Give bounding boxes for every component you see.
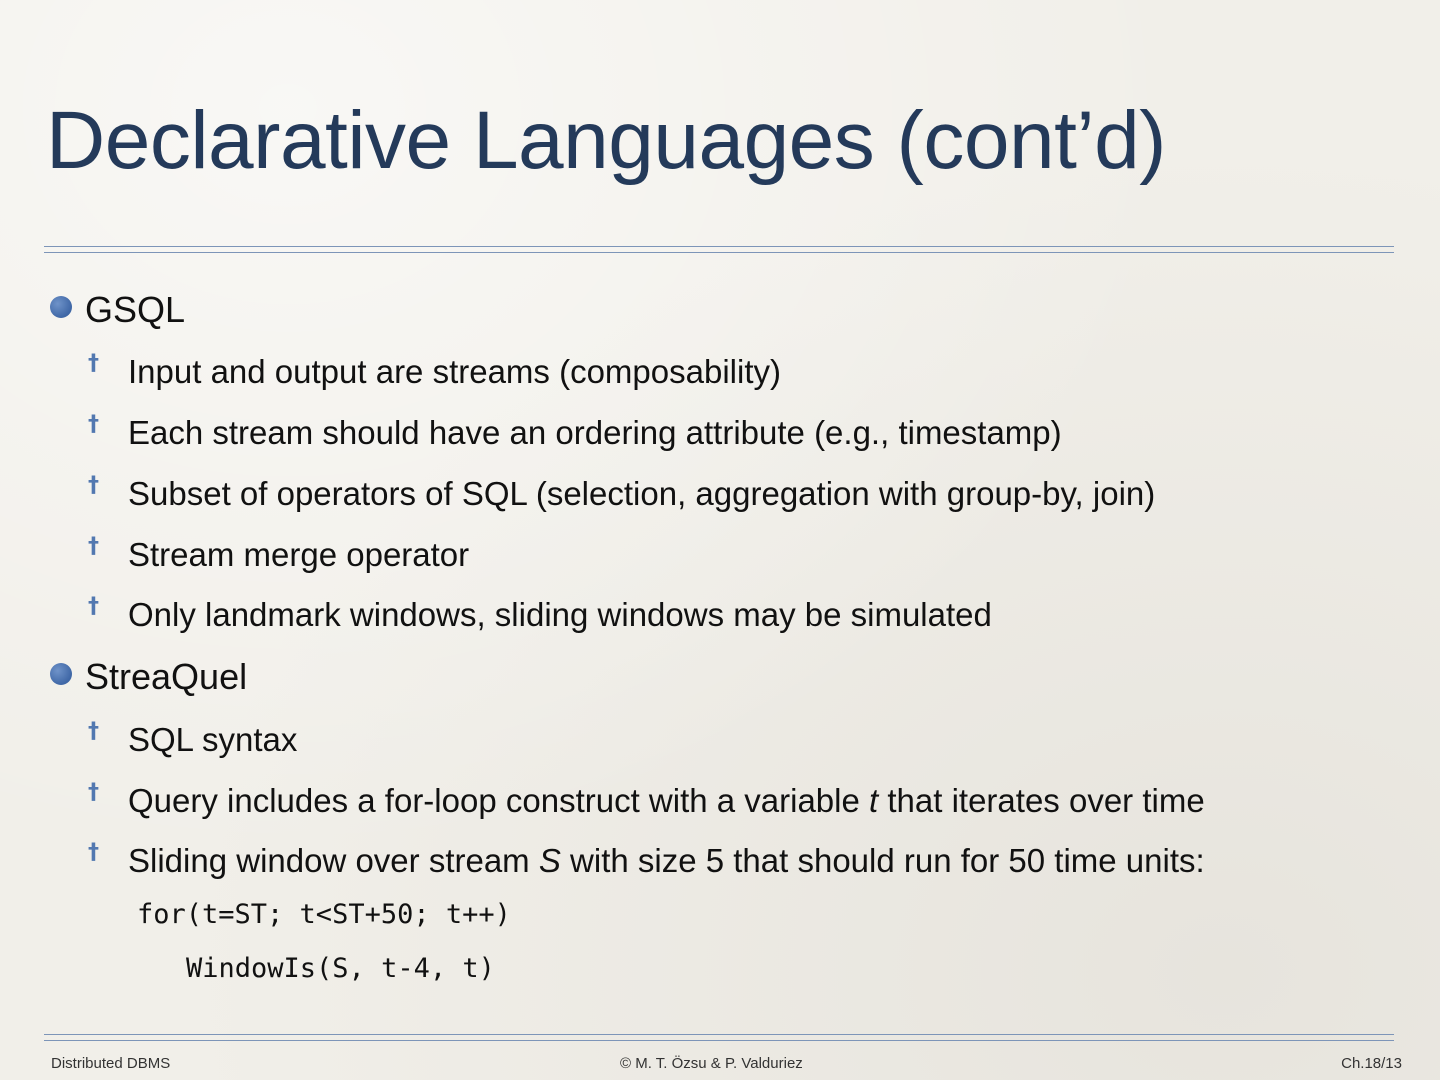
sub-bullet-text [128, 841, 1205, 881]
sub-bullet-text-part: Query includes a for-loop construct with a variable [128, 782, 870, 819]
dagger-icon: † [88, 412, 99, 437]
bullet-label: StreaQuel [85, 656, 248, 697]
dagger-icon: † [88, 594, 99, 619]
footer-course: Distributed DBMS [51, 1055, 171, 1072]
sub-bullet-text: Subset of operators of SQL (selection, aggregation with group-by, join) [128, 475, 1156, 512]
variable-t: t [869, 782, 879, 819]
footer-page-number: Ch.18/13 [1341, 1055, 1402, 1072]
sub-bullet-text: SQL syntax [128, 721, 298, 758]
bullet-dot-icon [50, 296, 72, 318]
footer-divider [44, 1034, 1394, 1035]
footer-copyright: © M. T. Özsu & P. Valduriez [620, 1055, 803, 1072]
sub-bullet-text-part: that iterates over time [878, 782, 1205, 819]
dagger-icon: † [88, 780, 99, 805]
variable-s: S [538, 842, 561, 879]
sub-bullet-text-part: with size 5 that should run for 50 time units: [560, 842, 1205, 879]
dagger-icon: † [88, 534, 99, 559]
dagger-icon: † [88, 473, 99, 498]
slide-title: Declarative Languages (cont’d) [46, 95, 1166, 186]
footer-divider-secondary [44, 1040, 1394, 1041]
code-line-window: WindowIs(S, t-4, t) [186, 953, 495, 984]
bullet-label: GSQL [85, 289, 186, 330]
sub-bullet-text: Input and output are streams (composability) [128, 353, 781, 390]
dagger-icon: † [88, 351, 99, 376]
dagger-icon: † [88, 840, 99, 865]
sub-bullet-text: Each stream should have an ordering attribute (e.g., timestamp) [128, 414, 1062, 451]
dagger-icon: † [88, 719, 99, 744]
sub-bullet-text-part: Sliding window over stream [128, 842, 539, 879]
sub-bullet-text [128, 781, 1205, 821]
sub-bullet-text: Only landmark windows, sliding windows may be simulated [128, 596, 992, 633]
sub-bullet-text: Stream merge operator [128, 536, 470, 573]
code-line-for-loop: for(t=ST; t<ST+50; t++) [137, 899, 511, 930]
bullet-dot-icon [50, 663, 72, 685]
